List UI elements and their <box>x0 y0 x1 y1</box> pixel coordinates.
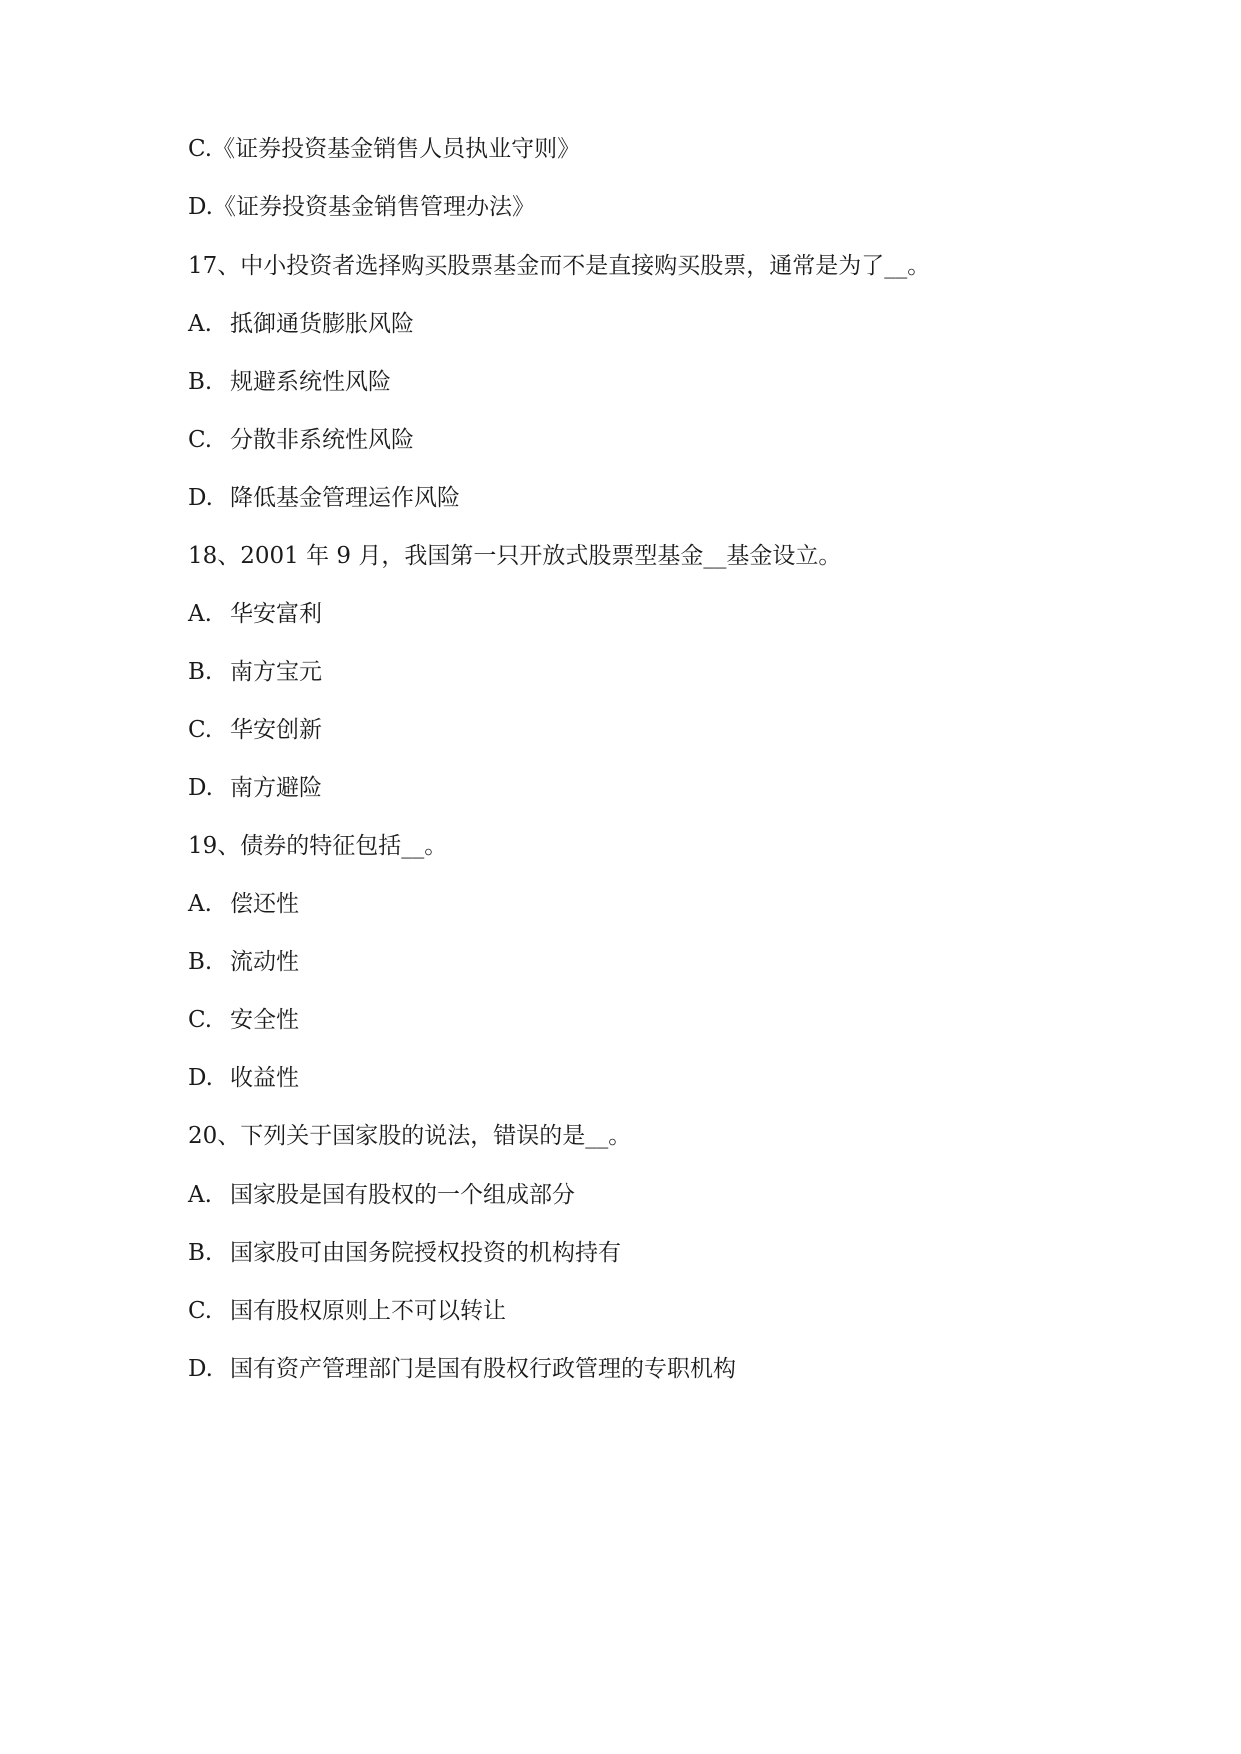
option-text: 国家股是国有股权的一个组成部分 <box>230 1182 575 1208</box>
option-line <box>188 425 414 455</box>
option-line <box>188 1296 506 1326</box>
option-line <box>188 947 299 977</box>
option-line <box>188 367 391 397</box>
option-letter: D. <box>188 1356 213 1382</box>
option-line <box>188 192 535 222</box>
option-line <box>188 309 414 339</box>
option-text: 《证券投资基金销售人员执业守则》 <box>212 136 581 162</box>
option-letter: C. <box>188 717 213 743</box>
option-text: 南方避险 <box>230 775 322 801</box>
option-line <box>188 134 580 164</box>
option-line <box>188 889 299 919</box>
option-line <box>188 1063 299 1093</box>
option-line <box>188 483 460 513</box>
question-text: 19、债券的特征包括__。 <box>188 833 448 859</box>
question-text: 20、下列关于国家股的说法，错误的是__。 <box>188 1123 632 1149</box>
option-line <box>188 1180 575 1210</box>
option-line <box>188 1238 621 1268</box>
option-text: 国家股可由国务院授权投资的机构持有 <box>230 1240 621 1266</box>
question-text: 17、中小投资者选择购买股票基金而不是直接购买股票，通常是为了__。 <box>188 253 931 279</box>
option-text: 分散非系统性风险 <box>230 427 414 453</box>
option-text: 收益性 <box>230 1065 299 1091</box>
option-text: 国有股权原则上不可以转让 <box>230 1298 506 1324</box>
option-line <box>188 657 322 687</box>
option-letter: C. <box>188 1007 213 1033</box>
option-letter: B. <box>188 369 213 395</box>
option-text: 偿还性 <box>230 891 299 917</box>
option-letter: B. <box>188 949 213 975</box>
question-line <box>188 251 930 281</box>
option-text: 南方宝元 <box>230 659 322 685</box>
question-line <box>188 1121 631 1151</box>
option-letter: B. <box>188 659 213 685</box>
question-text: 18、2001 年 9 月，我国第一只开放式股票型基金__基金设立。 <box>188 543 842 569</box>
option-line <box>188 599 322 629</box>
option-line <box>188 773 322 803</box>
option-letter: A. <box>188 601 212 627</box>
option-text: 《证券投资基金销售管理办法》 <box>212 194 535 220</box>
option-letter: D. <box>188 1065 213 1091</box>
question-line <box>188 831 447 861</box>
option-letter: A. <box>188 891 212 917</box>
option-letter: B. <box>188 1240 213 1266</box>
option-letter: D. <box>188 485 213 511</box>
option-letter: D. <box>188 775 213 801</box>
option-line <box>188 715 322 745</box>
option-letter: C. <box>188 427 213 453</box>
option-text: 国有资产管理部门是国有股权行政管理的专职机构 <box>230 1356 736 1382</box>
option-letter: A. <box>188 1182 212 1208</box>
option-text: 规避系统性风险 <box>230 369 391 395</box>
option-letter: A. <box>188 311 212 337</box>
option-text: 华安创新 <box>230 717 322 743</box>
question-line <box>188 541 841 571</box>
option-line <box>188 1005 299 1035</box>
option-text: 流动性 <box>230 949 299 975</box>
option-text: 降低基金管理运作风险 <box>230 485 460 511</box>
option-letter: C. <box>188 1298 213 1324</box>
option-text: 安全性 <box>230 1007 299 1033</box>
option-letter: C. <box>188 136 213 162</box>
option-line <box>188 1354 736 1384</box>
option-text: 抵御通货膨胀风险 <box>230 311 414 337</box>
option-letter: D. <box>188 194 213 220</box>
option-text: 华安富利 <box>230 601 322 627</box>
